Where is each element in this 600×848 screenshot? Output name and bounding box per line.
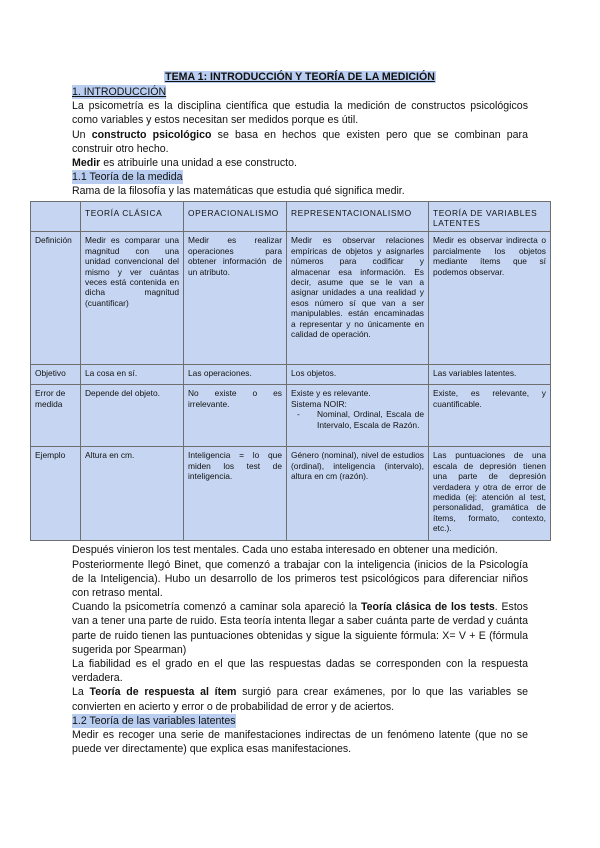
- table-header-cell: REPRESENTACIONALISMO: [287, 201, 429, 232]
- intro-paragraph-1: La psicometría es la disciplina científica que estudia la medición de constructos psicológicos como variables y estos necesitan ser medidos porque es útil.: [72, 100, 528, 127]
- table-cell: Medir es observar indirecta o parcialmente los objetos mediante ítems que sí podemos observar.: [429, 232, 551, 365]
- table-cell: Los objetos.: [287, 365, 429, 385]
- table-cell: Las variables latentes.: [429, 365, 551, 385]
- row-label: Ejemplo: [31, 447, 81, 541]
- table-cell: Las operaciones.: [184, 365, 287, 385]
- body-text: [72, 543, 528, 756]
- table-cell: Altura en cm.: [81, 447, 184, 541]
- noir-list-item: - Nominal, Ordinal, Escala de Intervalo, Escala de Razón.: [297, 409, 424, 430]
- paragraph: Posteriormente llegó Binet, que comenzó a trabajar con la inteligencia (inicios de la Psicología de la Inteligencia). Hubo un desarrollo de los primeros test psicológicos para diferenciar niños con retraso mental.: [72, 558, 528, 600]
- table-cell: Existe y es relevante. Sistema NOIR: - Nominal, Ordinal, Escala de Intervalo, Escala de Razón.: [287, 385, 429, 447]
- table-cell: Inteligencia = lo que miden los test de inteligencia.: [184, 447, 287, 541]
- measure-paragraph: Rama de la filosofía y las matemáticas que estudia qué significa medir.: [72, 185, 405, 198]
- document-title: TEMA 1: INTRODUCCIÓN Y TEORÍA DE LA MEDICIÓN: [165, 71, 435, 83]
- latent-heading: 1.2 Teoría de las variables latentes: [72, 714, 236, 727]
- row-label: Definición: [31, 232, 81, 365]
- paragraph: Después vinieron los test mentales. Cada uno estaba interesado en obtener una medición.: [72, 544, 498, 557]
- table-row: [31, 385, 551, 447]
- table-header-row: [31, 201, 551, 232]
- row-label: Error de medida: [31, 385, 81, 447]
- table-cell: La cosa en sí.: [81, 365, 184, 385]
- paragraph: Cuando la psicometría comenzó a caminar sola apareció la Teoría clásica de los tests. Estos van a tener una parte de ruido. Esta teoría intenta llegar a saber cuánta parte de verdad y cuánta parte de ruido tienen las puntuaciones obtenidas y sigue la siguiente fórmula: X= V + E (fórmula sugerida por Spearman): [72, 601, 528, 656]
- measure-heading: 1.1 Teoría de la medida: [72, 171, 183, 184]
- intro-paragraph-3: Medir es atribuirle una unidad a ese constructo.: [72, 157, 297, 170]
- paragraph: Medir es recoger una serie de manifestaciones indirectas de un fenómeno latente (que no se puede ver directamente) que explica esas manifestaciones.: [72, 729, 528, 756]
- table-cell: Las puntuaciones de una escala de depresión tienen una parte de depresión verdadera y otra de error de medida (ej: atención al test, personalidad, gramática de ítems, formato, contexto, etc.).: [429, 447, 551, 541]
- table-row: [31, 365, 551, 385]
- row-label: Objetivo: [31, 365, 81, 385]
- document-page: [35, 70, 546, 756]
- table-header-cell: TEORÍA CLÁSICA: [81, 201, 184, 232]
- table-header-cell: OPERACIONALISMO: [184, 201, 287, 232]
- table-cell: No existe o es irrelevante.: [184, 385, 287, 447]
- table-header-cell: [31, 201, 81, 232]
- table-cell: Género (nominal), nivel de estudios (ordinal), inteligencia (intervalo), altura en cm (razón).: [287, 447, 429, 541]
- paragraph: La fiabilidad es el grado en el que las respuestas dadas se corresponden con la respuesta verdadera.: [72, 658, 528, 685]
- table-row: [31, 232, 551, 365]
- paragraph: La Teoría de respuesta al ítem surgió para crear exámenes, por lo que las variables se convierten en acierto y error o de probabilidad de error y de aciertos.: [72, 686, 529, 713]
- intro-paragraph-2: Un constructo psicológico se basa en hechos que existen pero que se combinan para construir otro hecho.: [72, 128, 528, 155]
- table-row: [31, 447, 551, 541]
- intro-heading: 1. INTRODUCCIÓN: [72, 86, 167, 98]
- table-cell: Medir es realizar operaciones para obtener información de un atributo.: [184, 232, 287, 365]
- table-cell: Existe, es relevante, y cuantificable.: [429, 385, 551, 447]
- measurement-theories-table: [30, 201, 551, 542]
- table-cell: Medir es observar relaciones empíricas de objetos y asignarles números para codificar y almacenar esa información. Es decir, asume que se le van a asignar unidades a una realidad y esos número sí que van a ser manipulables. están encaminadas a representar y no únicamente en calidad de operación.: [287, 232, 429, 365]
- noir-title: Sistema NOIR:: [291, 398, 347, 409]
- table-header-cell: TEORÍA DE VARIABLES LATENTES: [429, 201, 551, 232]
- table-cell: Depende del objeto.: [81, 385, 184, 447]
- table-cell: Medir es comparar una magnitud con una unidad convencional del mismo y ver cuántas veces está contenida en dicha magnitud (cuantificar): [81, 232, 184, 365]
